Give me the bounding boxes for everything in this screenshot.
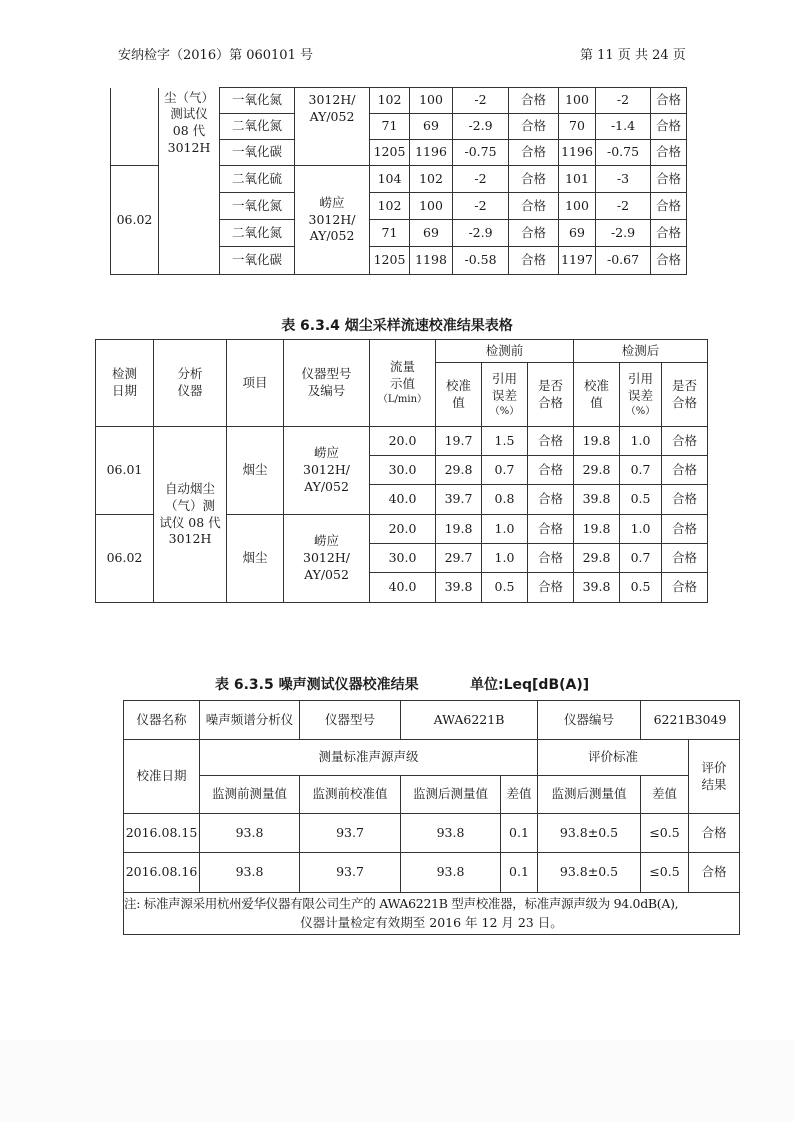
value-cell: 0.1 (501, 814, 538, 853)
value-cell: 100 (410, 193, 453, 220)
value-cell: 29.8 (574, 544, 620, 573)
value-cell: 1.0 (482, 515, 528, 544)
item-cell: 烟尘 (227, 427, 284, 515)
value-cell: 102 (370, 193, 410, 220)
header-text: 值 (452, 394, 465, 410)
pass-cell: 合格 (528, 544, 574, 573)
value-cell: 102 (370, 88, 410, 114)
header-text: 结果 (701, 776, 727, 792)
value-cell: ≤0.5 (641, 814, 689, 853)
header-text: 差值 (641, 776, 689, 814)
value-cell: 30.0 (370, 456, 436, 485)
value-cell: 93.7 (300, 853, 401, 893)
pass-cell: 合格 (662, 427, 708, 456)
value-cell: ≤0.5 (641, 853, 689, 893)
value-cell: -0.75 (596, 140, 651, 166)
value-cell: 40.0 (370, 573, 436, 603)
table-634-caption: 表 6.3.4 烟尘采样流速校准结果表格 (281, 318, 513, 334)
model-line: 3012H/ (308, 211, 356, 227)
value-cell: 19.7 (436, 427, 482, 456)
item-cell: 二氧化硫 (220, 166, 295, 193)
value-cell: -2 (596, 88, 651, 114)
analyzer-line: （气）测 (164, 497, 215, 513)
date-cell: 2016.08.15 (124, 814, 200, 853)
value-cell: 19.8 (574, 427, 620, 456)
date-cell: 06.01 (96, 427, 154, 515)
value-cell: 69 (410, 220, 453, 247)
value-cell: 71 (370, 114, 410, 140)
value-cell: 19.8 (574, 515, 620, 544)
instrument-info-row (124, 701, 740, 740)
pass-cell: 合格 (509, 166, 559, 193)
header-text: 检测前 (436, 340, 574, 363)
item-cell: 二氧化氮 (220, 220, 295, 247)
analyzer-line: 3012H (168, 531, 212, 547)
value-cell: 噪声频谱分析仪 (200, 701, 300, 740)
header-text: 校准 (584, 377, 610, 393)
value-cell: 0.5 (620, 485, 662, 515)
analyzer-line: 3012H (167, 140, 211, 156)
value-cell: -2 (453, 193, 509, 220)
value-cell: 93.8±0.5 (538, 814, 641, 853)
header-text: 监测前测量值 (200, 776, 300, 814)
header-text: 差值 (501, 776, 538, 814)
date-cell: 06.02 (96, 515, 154, 603)
value-cell: -0.67 (596, 247, 651, 275)
date-cell: 06.02 (111, 166, 159, 275)
pass-cell: 合格 (528, 427, 574, 456)
table-header-row (124, 776, 740, 814)
table-header-row (96, 340, 708, 363)
header-text: 及编号 (307, 383, 346, 398)
table-634-flow-calibration (95, 339, 708, 603)
pass-cell: 合格 (651, 114, 687, 140)
header-text: （%） (625, 405, 656, 417)
value-cell: 70 (559, 114, 596, 140)
header-text: 检测后 (574, 340, 708, 363)
value-cell: 101 (559, 166, 596, 193)
analyzer-line: 试仪 08 代 (159, 514, 221, 530)
table-635-unit: 单位:Leq[dB(A)] (470, 677, 590, 693)
value-cell: 20.0 (370, 427, 436, 456)
value-cell: 29.8 (436, 456, 482, 485)
scan-shade (0, 1040, 794, 1122)
value-cell: -2.9 (453, 220, 509, 247)
value-cell: 0.7 (620, 544, 662, 573)
value-cell: 0.1 (501, 853, 538, 893)
value-cell: 0.5 (482, 573, 528, 603)
table-gas-calibration-continued (110, 87, 687, 275)
value-cell: 29.8 (574, 456, 620, 485)
value-cell: 0.7 (482, 456, 528, 485)
value-cell: 0.8 (482, 485, 528, 515)
value-cell: 30.0 (370, 544, 436, 573)
header-text: 日期 (111, 383, 137, 398)
pass-cell: 合格 (528, 515, 574, 544)
report-number: 安纳检字（2016）第 060101 号 (118, 48, 313, 63)
analyzer-line: 测试仪 (170, 106, 208, 122)
header-text: （L/min） (377, 394, 428, 406)
model-line: 3012H/ (303, 462, 350, 478)
table-row (124, 853, 740, 893)
header-text: 合格 (538, 394, 564, 410)
pass-cell: 合格 (509, 247, 559, 275)
value-cell: 20.0 (370, 515, 436, 544)
value-cell: -0.58 (453, 247, 509, 275)
value-cell: 104 (370, 166, 410, 193)
pass-cell: 合格 (662, 515, 708, 544)
header-text: 是否 (538, 377, 564, 393)
model-line: 3012H/ (308, 92, 356, 107)
value-cell: 39.8 (436, 573, 482, 603)
value-cell: 1.0 (620, 427, 662, 456)
value-cell: 100 (410, 88, 453, 114)
pass-cell: 合格 (651, 220, 687, 247)
analyzer-line: 尘（气） (163, 89, 214, 105)
value-cell: 6221B3049 (641, 701, 740, 740)
pass-cell: 合格 (528, 573, 574, 603)
item-cell: 烟尘 (227, 515, 284, 603)
pass-cell: 合格 (528, 485, 574, 515)
value-cell: 1197 (559, 247, 596, 275)
model-line: AY/052 (304, 566, 349, 582)
value-cell: 1.0 (482, 544, 528, 573)
pass-cell: 合格 (651, 193, 687, 220)
label-cell: 仪器型号 (300, 701, 401, 740)
table-635-noise-calibration (123, 700, 740, 935)
header-text: 引用 (491, 370, 517, 386)
header-text: 评价标准 (538, 740, 689, 776)
header-text: 校准日期 (124, 740, 200, 814)
note-line: 注: 标准声源采用杭州爱华仪器有限公司生产的 AWA6221B 型声校准器，标准声源声级为 94.0dB(A), (124, 896, 679, 912)
value-cell: 1198 (410, 247, 453, 275)
header-text: 误差 (491, 387, 517, 403)
value-cell: 69 (559, 220, 596, 247)
item-cell: 一氧化氮 (220, 88, 295, 114)
model-line: 崂应 (319, 194, 345, 210)
value-cell: 102 (410, 166, 453, 193)
note-line: 仪器计量检定有效期至 2016 年 12 月 23 日。 (300, 914, 563, 930)
header-text: 示值 (389, 376, 415, 392)
value-cell: 1196 (410, 140, 453, 166)
table-row (111, 88, 687, 114)
pass-cell: 合格 (651, 88, 687, 114)
header-text: （%） (489, 405, 520, 417)
header-text: 校准 (445, 377, 471, 393)
value-cell: 93.8±0.5 (538, 853, 641, 893)
item-cell: 一氧化碳 (220, 247, 295, 275)
pass-cell: 合格 (662, 456, 708, 485)
value-cell: 0.5 (620, 573, 662, 603)
value-cell: -2 (453, 166, 509, 193)
value-cell: -0.75 (453, 140, 509, 166)
pass-cell: 合格 (689, 853, 740, 893)
header-text: 分析 (177, 366, 203, 382)
header-text: 流量 (389, 359, 415, 375)
label-cell: 仪器名称 (124, 701, 200, 740)
header-text: 项目 (227, 340, 284, 427)
value-cell: 93.8 (401, 814, 501, 853)
pass-cell: 合格 (689, 814, 740, 853)
header-text: 误差 (628, 387, 654, 403)
value-cell: 93.8 (401, 853, 501, 893)
value-cell: -3 (596, 166, 651, 193)
header-text: 仪器 (177, 383, 203, 398)
model-line: 崂应 (313, 445, 339, 461)
item-cell: 一氧化氮 (220, 193, 295, 220)
analyzer-line: 自动烟尘 (164, 480, 215, 496)
pass-cell: 合格 (662, 544, 708, 573)
value-cell: 71 (370, 220, 410, 247)
header-text: 监测后测量值 (538, 776, 641, 814)
pass-cell: 合格 (651, 140, 687, 166)
value-cell: -2.9 (596, 220, 651, 247)
value-cell: 1.5 (482, 427, 528, 456)
value-cell: 39.8 (574, 573, 620, 603)
header-text: 监测后测量值 (401, 776, 501, 814)
header-text: 检测 (111, 366, 137, 382)
table-635-caption: 表 6.3.5 噪声测试仪器校准结果 (215, 677, 419, 693)
label-cell: 仪器编号 (538, 701, 641, 740)
value-cell: 69 (410, 114, 453, 140)
value-cell: 39.7 (436, 485, 482, 515)
value-cell: -1.4 (596, 114, 651, 140)
analyzer-line: 08 代 (172, 123, 206, 139)
header-text: 仪器型号 (301, 366, 352, 382)
header-text: 评价 (701, 759, 727, 775)
pass-cell: 合格 (528, 456, 574, 485)
value-cell: 100 (559, 193, 596, 220)
pass-cell: 合格 (509, 140, 559, 166)
value-cell: 19.8 (436, 515, 482, 544)
header-text: 监测前校准值 (300, 776, 401, 814)
model-line: 崂应 (313, 533, 339, 549)
value-cell: 100 (559, 88, 596, 114)
value-cell: 40.0 (370, 485, 436, 515)
header-text: 测量标准声源声级 (200, 740, 538, 776)
value-cell: 93.8 (200, 853, 300, 893)
model-line: AY/052 (309, 228, 355, 244)
value-cell: -2.9 (453, 114, 509, 140)
table-row (96, 427, 708, 456)
header-text: 值 (590, 394, 603, 410)
item-cell: 一氧化碳 (220, 140, 295, 166)
page-number: 第 11 页 共 24 页 (580, 48, 686, 63)
pass-cell: 合格 (662, 573, 708, 603)
header-text: 是否 (672, 377, 698, 393)
item-cell: 二氧化氮 (220, 114, 295, 140)
value-cell: 0.7 (620, 456, 662, 485)
value-cell: 1196 (559, 140, 596, 166)
pass-cell: 合格 (662, 485, 708, 515)
value-cell: AWA6221B (401, 701, 538, 740)
value-cell: -2 (453, 88, 509, 114)
pass-cell: 合格 (651, 166, 687, 193)
pass-cell: 合格 (509, 220, 559, 247)
value-cell: 93.8 (200, 814, 300, 853)
value-cell: 93.7 (300, 814, 401, 853)
model-line: AY/052 (304, 478, 349, 494)
date-cell: 2016.08.16 (124, 853, 200, 893)
value-cell: 1205 (370, 140, 410, 166)
pass-cell: 合格 (651, 247, 687, 275)
value-cell: 39.8 (574, 485, 620, 515)
model-line: 3012H/ (303, 550, 350, 566)
model-line: AY/052 (309, 108, 355, 124)
header-text: 合格 (672, 394, 698, 410)
pass-cell: 合格 (509, 193, 559, 220)
table-row (124, 814, 740, 853)
value-cell: -2 (596, 193, 651, 220)
table-header-row (124, 740, 740, 776)
header-text: 引用 (628, 370, 654, 386)
value-cell: 29.7 (436, 544, 482, 573)
value-cell: 1.0 (620, 515, 662, 544)
note-row (124, 893, 740, 935)
pass-cell: 合格 (509, 114, 559, 140)
pass-cell: 合格 (509, 88, 559, 114)
value-cell: 1205 (370, 247, 410, 275)
